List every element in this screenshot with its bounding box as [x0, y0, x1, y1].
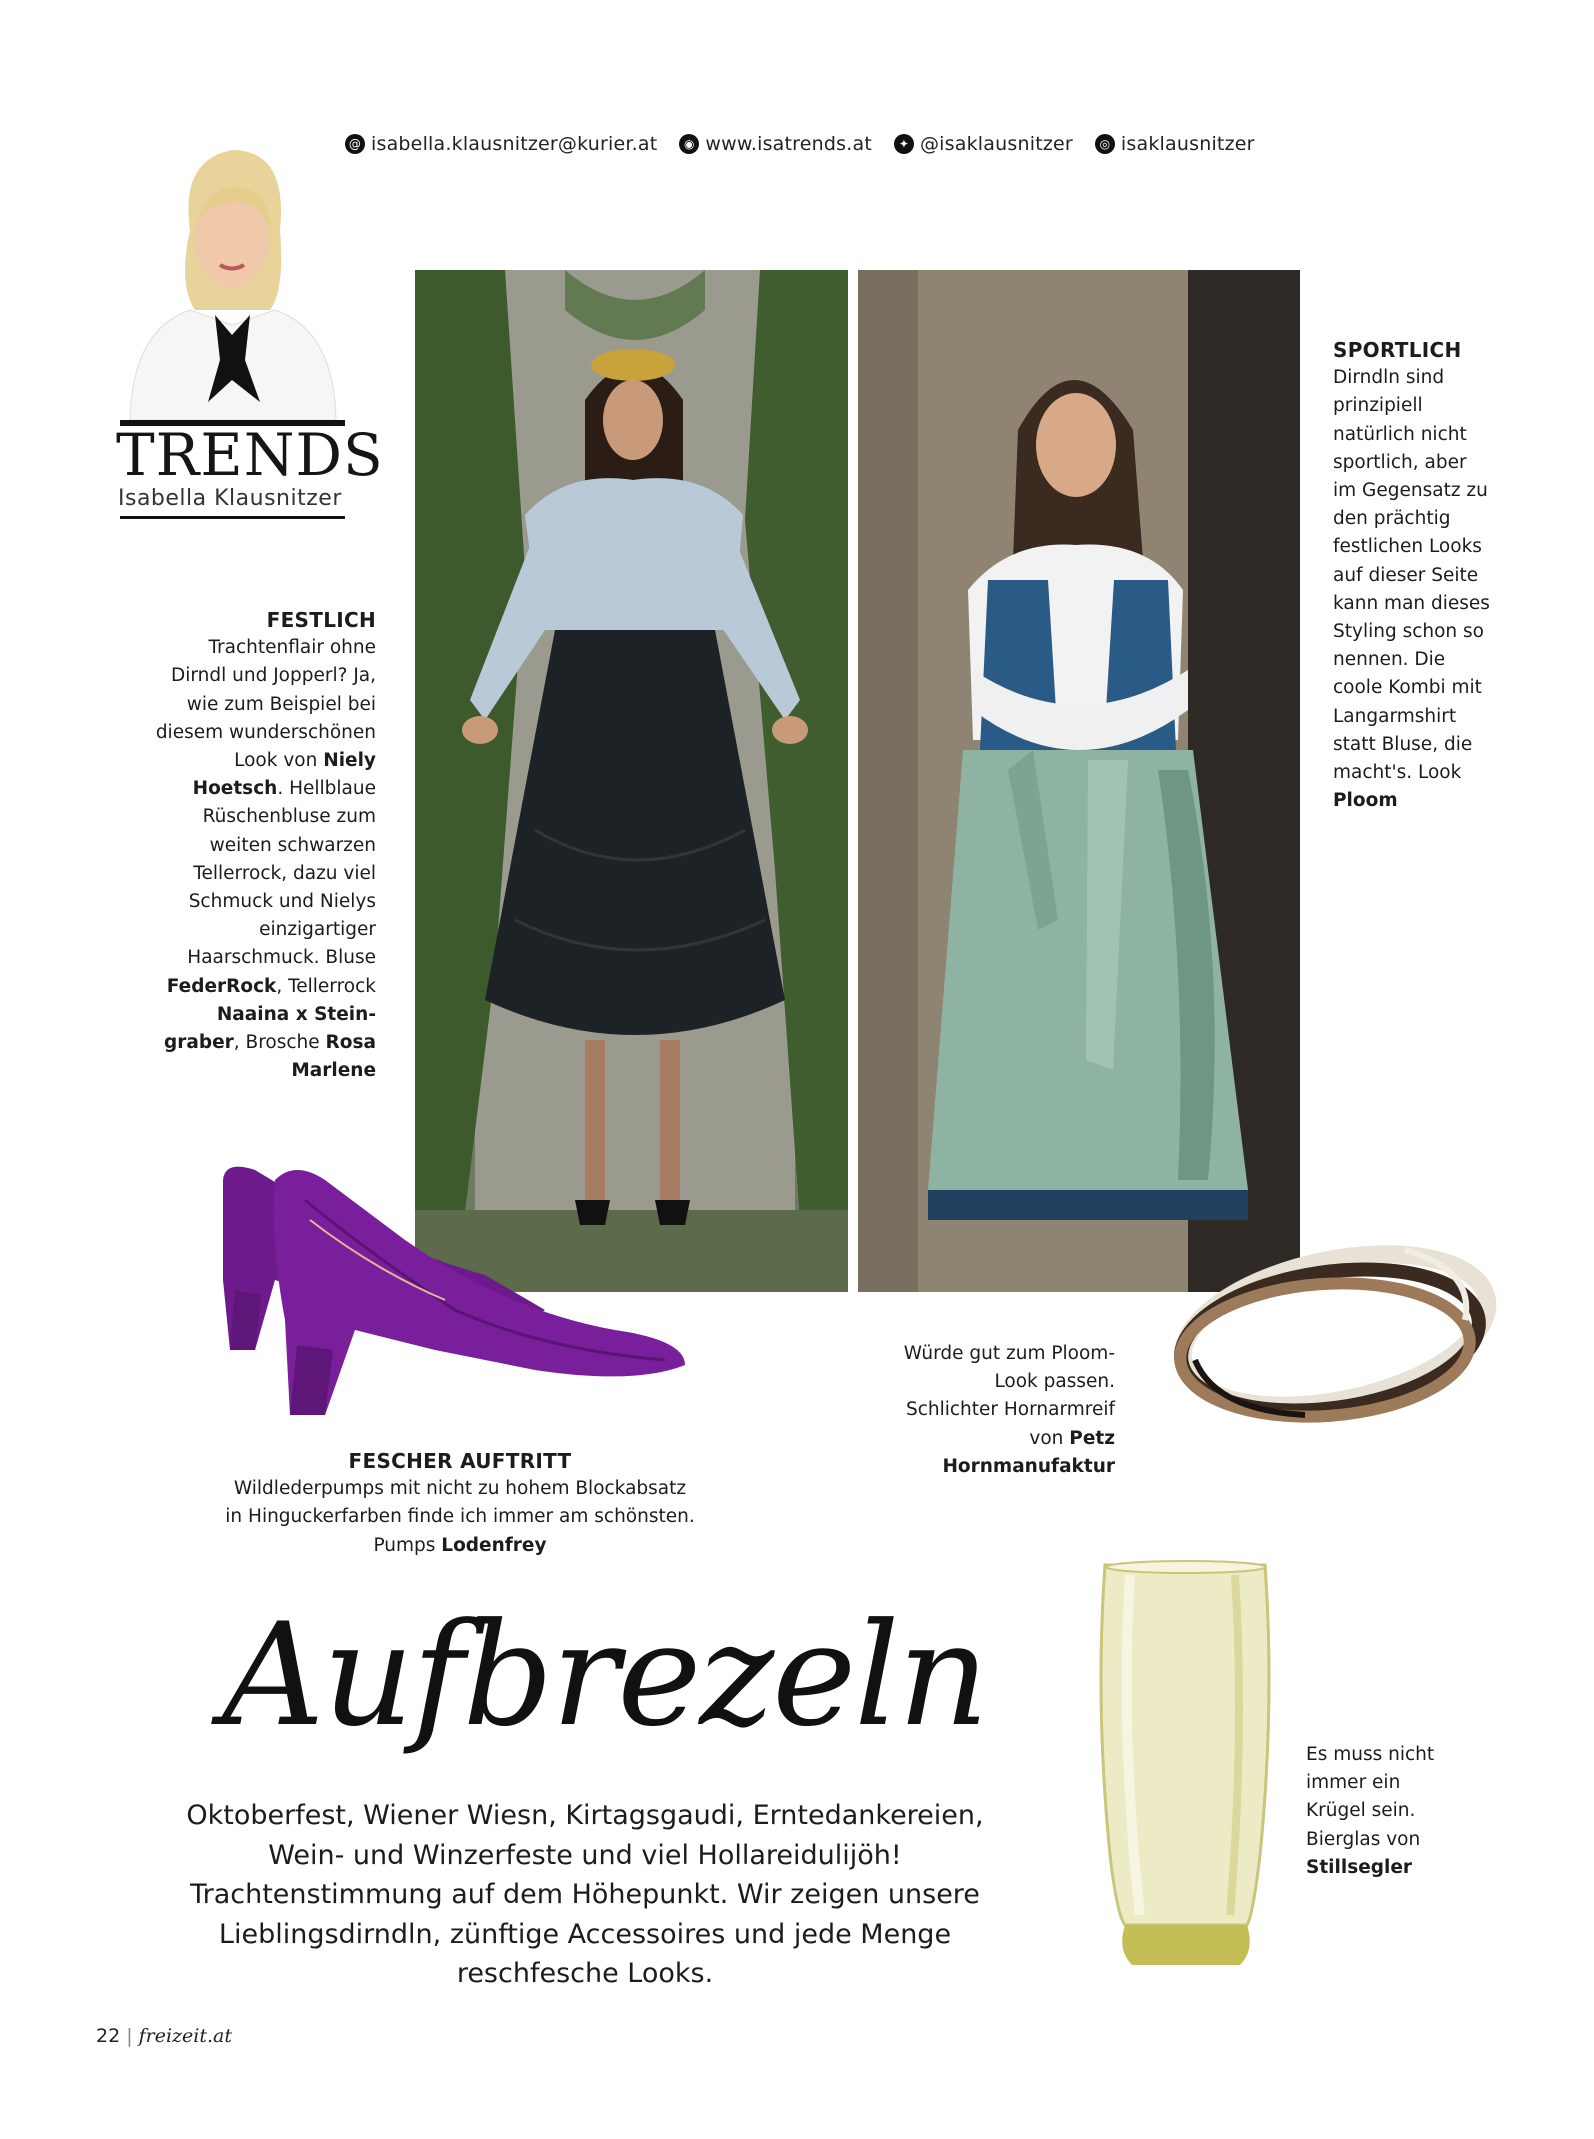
author-name: Isabella Klausnitzer: [118, 486, 342, 511]
headline: Aufbrezeln: [222, 1593, 988, 1758]
footer-site[interactable]: freizeit.at: [138, 2025, 232, 2047]
product-horn-bangle-image: [1155, 1210, 1505, 1450]
caption-sportlich: [1333, 336, 1493, 815]
contact-bar: [345, 128, 1255, 160]
caption-festlich-brand-3: Naaina x Steingraber: [164, 1003, 376, 1054]
page-footer: [96, 2025, 232, 2047]
caption-festlich-text-3: , Tellerrock: [276, 975, 376, 997]
contact-website[interactable]: [679, 133, 872, 155]
caption-shoe-heading: FESCHER AUFTRITT: [348, 1449, 572, 1473]
caption-festlich-brand-4: Rosa Marlene: [291, 1032, 376, 1082]
caption-festlich-heading: FESTLICH: [266, 608, 376, 632]
caption-glass-brand: Stillsegler: [1306, 1856, 1413, 1878]
caption-shoe-brand: Lodenfrey: [441, 1534, 547, 1556]
caption-sportlich-text: Dirndln sind prinzipiell natürlich nicht sportlich, aber im Gegensatz zu den prächtig festlichen Looks auf dieser Seite kann man dieses Styling schon so nennen. Die coole Kombi mit Langarmshirt statt Bluse, die macht's. Look: [1333, 367, 1490, 784]
caption-festlich-text-2: . Hellblaue Rüschenbluse zum weiten schwarzen Tellerrock, dazu viel Schmuck und Nielys einzigartiger Haarschmuck. Bluse: [187, 778, 376, 969]
instagram-icon: ◎: [1095, 134, 1115, 154]
contact-twitter[interactable]: [894, 133, 1073, 155]
intro-text: Oktoberfest, Wiener Wiesn, Kirtagsgaudi, Erntedankereien, Wein- und Winzerfeste und viel Hollareidulijöh! Trachtenstimmung auf dem Höhepunkt. Wir zeigen unsere Lieblingsdirndln, zünftige Accessoires und jede Menge reschfesche Looks.: [186, 1800, 984, 1989]
contact-instagram-text: isaklausnitzer: [1120, 133, 1255, 155]
caption-festlich-text-4: , Brosche: [233, 1032, 326, 1054]
product-beer-glass-image: [1085, 1555, 1285, 1975]
caption-bangle-brand: Petz Hornmanufaktur: [942, 1427, 1115, 1477]
caption-festlich-brand-2: FederRock: [166, 975, 277, 997]
caption-glass-text: Es muss nicht immer ein Krügel sein. Bierglas von: [1306, 1744, 1435, 1850]
caption-shoe-text-3: Pumps: [373, 1534, 442, 1556]
caption-festlich: [150, 606, 376, 1085]
caption-bangle: [900, 1340, 1115, 1481]
contact-website-text: www.isatrends.at: [705, 133, 872, 155]
caption-sportlich-heading: SPORTLICH: [1333, 338, 1462, 362]
page-number: 22: [96, 2025, 121, 2047]
caption-shoe-line-1: Wildlederpumps mit nicht zu hohem Blockabsatz: [233, 1478, 687, 1500]
globe-icon: ◉: [679, 134, 699, 154]
caption-festlich-text-1: Trachtenflair ohne Dirndl und Jopperl? Ja, wie zum Beispiel bei diesem wunderschönen Look von: [155, 637, 376, 772]
twitter-icon: ✦: [894, 134, 914, 154]
product-pumps-image: [215, 1160, 695, 1430]
contact-email[interactable]: [345, 133, 657, 155]
caption-beer-glass: [1306, 1741, 1456, 1882]
caption-shoe-line-2: in Hinguckerfarben finde ich immer am schönsten.: [225, 1506, 695, 1528]
caption-bangle-text: Würde gut zum Ploom-Look passen. Schlichter Hornarmreif von: [903, 1343, 1115, 1449]
photo-sportlich-look: [858, 270, 1300, 1292]
section-title: TRENDS: [116, 421, 384, 489]
author-portrait: [120, 120, 345, 420]
contact-twitter-text: @isaklausnitzer: [919, 133, 1073, 155]
caption-sportlich-brand: Ploom: [1333, 790, 1398, 812]
caption-fescher-auftritt: [200, 1447, 720, 1560]
contact-instagram[interactable]: [1095, 133, 1255, 155]
photo-festlich-look: [415, 270, 848, 1292]
caption-festlich-brand-1: Niely Hoetsch: [192, 750, 376, 800]
contact-email-text: isabella.klausnitzer@kurier.at: [371, 133, 658, 155]
footer-separator: |: [126, 2025, 133, 2047]
author-rule-bottom: [120, 516, 345, 519]
at-icon: @: [345, 134, 365, 154]
